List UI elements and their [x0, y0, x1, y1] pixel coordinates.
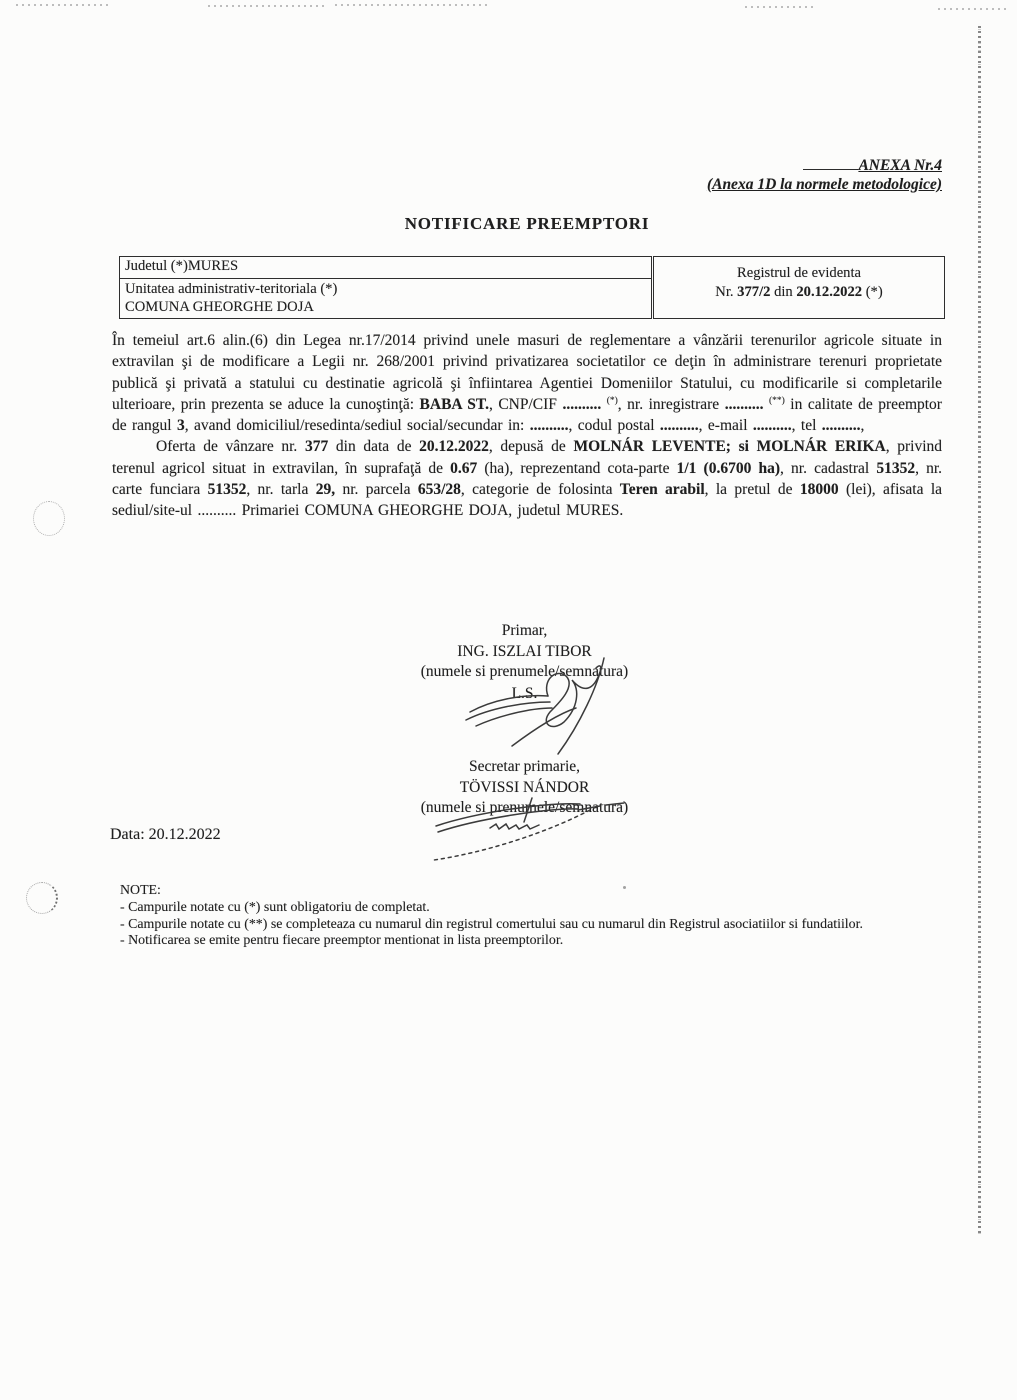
sale-offer-paragraph: Oferta de vânzare nr. 377 din data de 20.12.2022, depusă de MOLNÁR LEVENTE; si MOLNÁR ERIKA, privind terenul agricol situat in extravilan, în suprafaţă de 0.67 (ha), reprezentand cota-parte 1/1 (0.6700 ha), nr. cadastral 51352, nr. carte funciara 51352, nr. tarla 29, nr. parcela 653/28, categorie de folosinta Teren arabil, la pretul de 18000 (lei), afisata la sediul/site-ul .......... Primariei COMUNA GHEORGHE DOJA, judetul MURES.	[112, 438, 943, 520]
mayor-handwritten-signature	[452, 650, 642, 765]
scan-edge-artifact	[978, 26, 981, 1236]
annex-line1: ANEXA Nr.4	[707, 155, 942, 175]
secretary-handwritten-signature	[428, 796, 638, 871]
scan-noise-artifact	[745, 6, 815, 8]
header-info-table	[119, 256, 945, 319]
mayor-title: Primar,	[501, 622, 548, 639]
hole-punch-mark	[26, 882, 58, 914]
admin-unit-cell	[119, 256, 652, 319]
scan-noise-artifact	[335, 4, 490, 6]
uat-value: COMUNA GHEORGHE DOJA	[125, 298, 314, 315]
document-body	[112, 330, 942, 522]
note-item: - Campurile notate cu (*) sunt obligatoriu de completat.	[120, 899, 430, 915]
scan-noise-artifact	[16, 4, 111, 6]
secretary-note: (numele si prenumele/semnatura)	[420, 799, 629, 816]
legal-basis-paragraph: În temeiul art.6 alin.(6) din Legea nr.17/2014 privind unele masuri de reglementare a vânzării terenurilor agricole situate in extravilan şi de modificare a Legii nr. 268/2001 privind privatizarea societatilor ce deţin în administrare terenuri proprietate publică şi privată a statului cu destinatie agricolă şi înfiintarea Agentiei Domeniilor Statului, cu modificarile si completarile ulterioare, prin prezenta se aduce la cunoştinţă: BABA ST., CNP/CIF .......... (*), nr. inregistrare .......... (**) in calitate de preemptor de rangul 3, avand domiciliul/resedinta/sediul social/secundar in: .........., codul postal .........., e-mail .........., tel ..........,	[112, 332, 942, 435]
uat-row	[120, 279, 651, 318]
mayor-note: (numele si prenumele/semnatura)	[420, 663, 629, 680]
judet-row: Judetul (*)MURES	[120, 257, 651, 279]
registry-cell	[653, 256, 945, 319]
note-item: - Notificarea se emite pentru fiecare preemptor mentionat in lista preemptorilor.	[120, 933, 564, 949]
date-line: Data: 20.12.2022	[110, 826, 221, 843]
uat-label: Unitatea administrativ-teritoriala (*)	[125, 281, 338, 297]
scan-noise-artifact	[208, 5, 328, 7]
document-title: NOTIFICARE PREEMPTORI	[404, 214, 650, 233]
notes-title: NOTE:	[120, 883, 161, 898]
hole-punch-mark	[33, 501, 65, 536]
underline-extension	[803, 155, 858, 170]
notes-section	[105, 883, 905, 950]
secretary-name: TÖVISSI NÁNDOR	[459, 778, 590, 796]
annex-reference	[707, 155, 942, 194]
note-item: - Campurile notate cu (**) se completeaza cu numarul din registrul comertului sau cu numarul din Registrul asociatiilor si fundatiilor.	[120, 916, 863, 932]
secretary-title: Secretar primarie,	[468, 758, 581, 775]
scan-noise-artifact	[938, 8, 1008, 10]
ls-stamp-label: L.S.	[511, 684, 538, 702]
registry-title: Registrul de evidenta	[736, 265, 861, 281]
mayor-name: ING. ISZLAI TIBOR	[457, 642, 592, 660]
annex-line2: (Anexa 1D la normele metodologice)	[706, 176, 942, 193]
registry-number-line: Nr. 377/2 din 20.12.2022 (*)	[715, 284, 883, 300]
